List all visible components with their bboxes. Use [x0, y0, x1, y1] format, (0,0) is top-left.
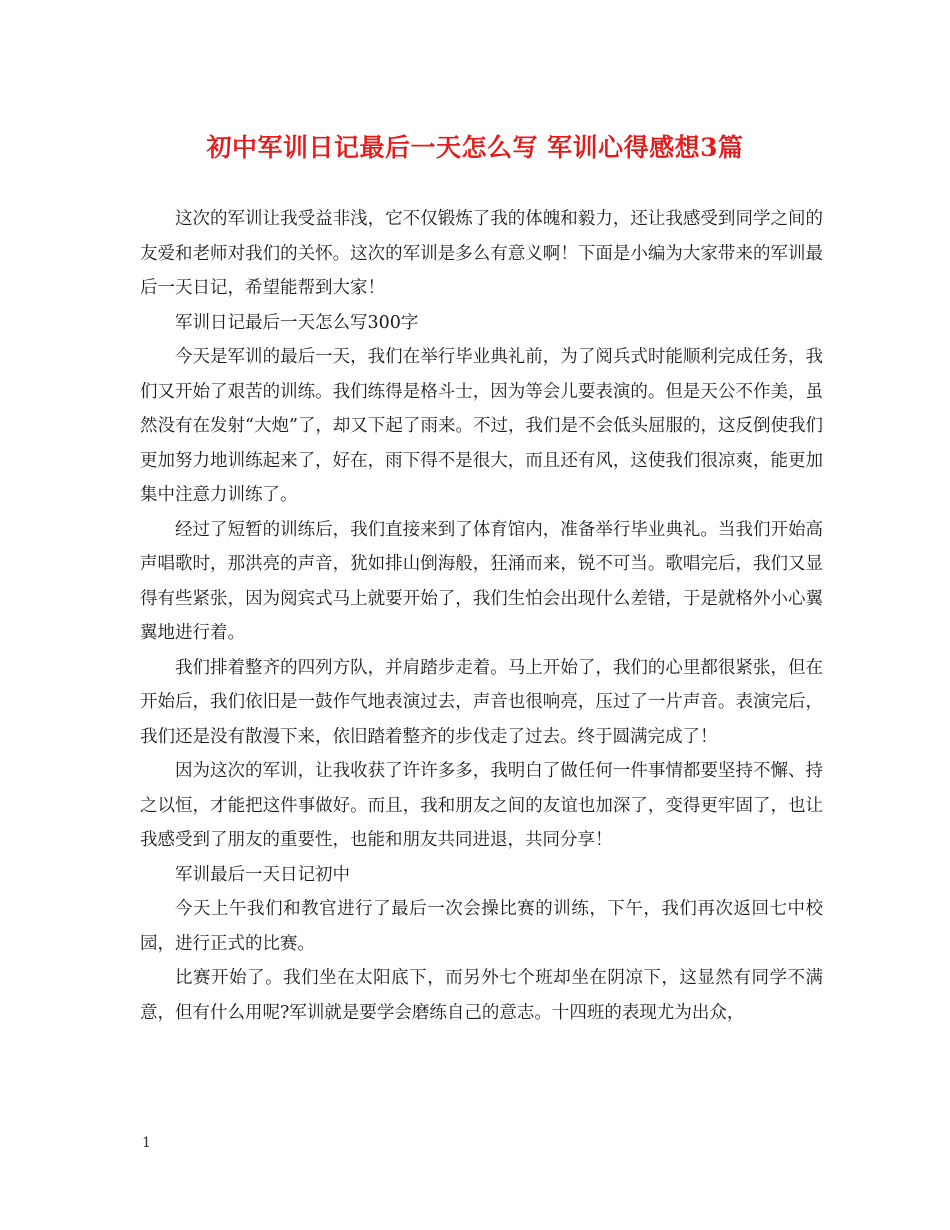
body-paragraph: 今天上午我们和教官进行了最后一次会操比赛的训练，下午，我们再次返回七中校园，进行正式的比赛。 — [140, 899, 823, 954]
section-heading-junior-high: 军训最后一天日记初中 — [175, 864, 350, 885]
body-paragraph: 比赛开始了。我们坐在太阳底下，而另外七个班却坐在阴凉下，这显然有同学不满意，但有什么用呢?军训就是要学会磨练自己的意志。十四班的表现尤为出众， — [140, 968, 823, 1023]
body-paragraph: 因为这次的军训，让我收获了许许多多，我明白了做任何一件事情都要坚持不懈、持之以恒，才能把这件事做好。而且，我和朋友之间的友谊也加深了，变得更牢固了，也让我感受到了朋友的重要性，也能和朋友共同进退，共同分享！ — [140, 761, 823, 850]
document-body — [140, 202, 823, 1030]
intro-paragraph: 这次的军训让我受益非浅，它不仅锻炼了我的体魄和毅力，还让我感受到同学之间的友爱和老师对我们的关怀。这次的军训是多么有意义啊！下面是小编为大家带来的军训最后一天日记，希望能帮到大家！ — [140, 209, 823, 298]
body-paragraph: 我们排着整齐的四列方队，并肩踏步走着。马上开始了，我们的心里都很紧张，但在开始后，我们依旧是一鼓作气地表演过去，声音也很响亮，压过了一片声音。表演完后，我们还是没有散漫下来，依旧踏着整齐的步伐走了过去。终于圆满完成了！ — [140, 657, 823, 747]
page-number: 1 — [142, 1135, 151, 1151]
body-paragraph: 经过了短暂的训练后，我们直接来到了体育馆内，准备举行毕业典礼。当我们开始高声唱歌时，那洪亮的声音，犹如排山倒海般，狂涌而来，锐不可当。歌唱完后，我们又显得有些紧张，因为阅宾式马上就要开始了，我们生怕会出现什么差错，于是就格外小心翼翼地进行着。 — [140, 519, 823, 643]
document-title: 初中军训日记最后一天怎么写 军训心得感想3篇 — [206, 133, 744, 162]
body-paragraph: 今天是军训的最后一天，我们在举行毕业典礼前，为了阅兵式时能顺利完成任务，我们又开始了艰苦的训练。我们练得是格斗士，因为等会儿要表演的。但是天公不作美，虽然没有在发射“大炮”了，却又下起了雨来。不过，我们是不会低头屈服的，这反倒使我们更加努力地训练起来了，好在，雨下得不是很大，而且还有风，这使我们很凉爽，能更加集中注意力训练了。 — [140, 347, 823, 505]
section-heading-300-words: 军训日记最后一天怎么写300字 — [175, 312, 419, 333]
